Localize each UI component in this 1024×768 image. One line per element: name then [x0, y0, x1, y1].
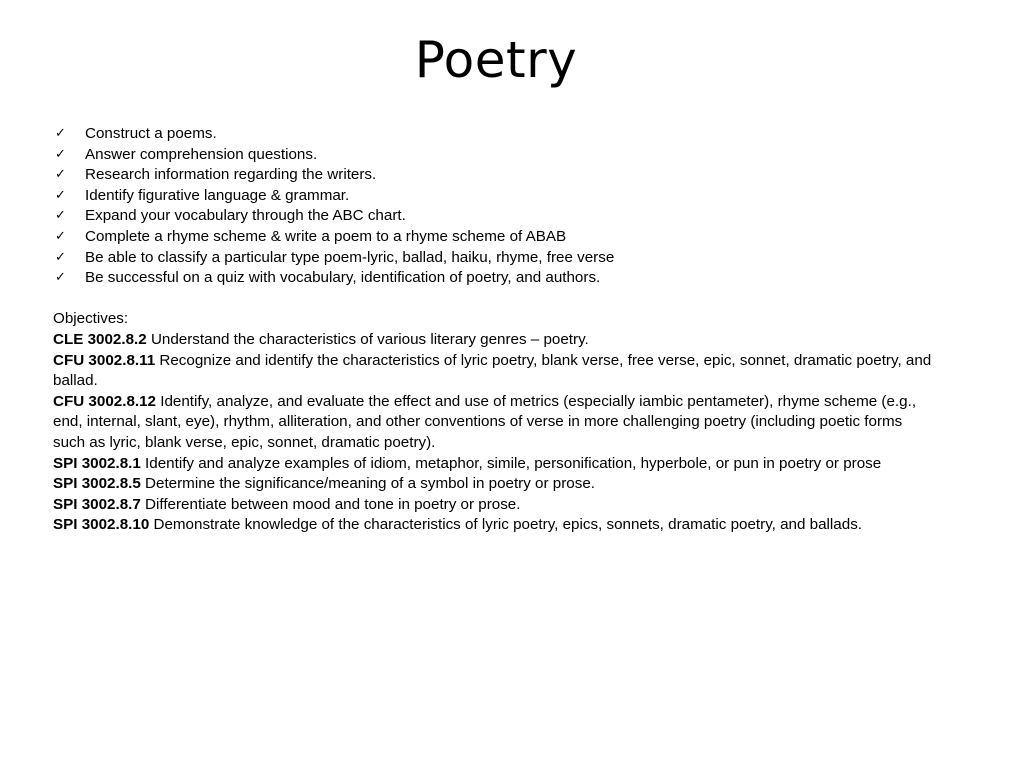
checklist-item-text: Complete a rhyme scheme & write a poem to a rhyme scheme of ABAB [85, 227, 567, 245]
objective-item [53, 351, 933, 392]
checkmark-icon: ✓ [55, 126, 66, 141]
checklist-item [53, 248, 933, 269]
objective-item [53, 330, 933, 351]
checkmark-icon: ✓ [55, 208, 66, 224]
objective-item [53, 515, 933, 536]
checklist-item [53, 145, 933, 166]
checklist-item [53, 206, 933, 227]
objective-item [53, 392, 933, 454]
objective-code: SPI 3002.8.10 [53, 516, 150, 534]
objective-code: CLE 3002.8.2 [53, 330, 147, 348]
spacer [53, 289, 933, 310]
checklist-item-text: Answer comprehension questions. [85, 145, 318, 163]
objective-code: SPI 3002.8.5 [53, 475, 141, 493]
objective-code: SPI 3002.8.1 [53, 454, 141, 472]
objective-text: Differentiate between mood and tone in poetry or prose. [140, 495, 521, 513]
objective-item [53, 495, 933, 516]
checklist-item-text: Be able to classify a particular type poem-lyric, ballad, haiku, rhyme, free verse [85, 248, 615, 266]
objective-code: CFU 3002.8.11 [53, 351, 156, 369]
checklist [53, 124, 933, 289]
checkmark-icon: ✓ [55, 146, 66, 162]
objective-text: Identify, analyze, and evaluate the effect and use of metrics (especially iambic pentameter), rhyme scheme (e.g., end, internal, slant, eye), rhythm, alliteration, and other conventions of verse in more challenging poetry (including poetic forms such as lyric, blank verse, epic, sonnet, dramatic poetry). [53, 392, 917, 451]
objective-text: Identify and analyze examples of idiom, metaphor, simile, personification, hyperbole, or pun in poetry or prose [140, 454, 882, 472]
objective-text: Understand the characteristics of various literary genres – poetry. [146, 330, 589, 348]
checklist-item [53, 268, 933, 289]
checklist-item [53, 165, 933, 186]
objective-code: CFU 3002.8.12 [53, 392, 156, 410]
objectives-section [53, 309, 933, 536]
checklist-item [53, 124, 933, 145]
checkmark-icon: ✓ [55, 187, 66, 203]
checklist-item-text: Expand your vocabulary through the ABC chart. [85, 207, 406, 225]
objective-code: SPI 3002.8.7 [53, 495, 141, 513]
objectives-heading: Objectives: [53, 310, 129, 328]
checkmark-icon: ✓ [55, 228, 66, 244]
objective-text: Recognize and identify the characteristics of lyric poetry, blank verse, free verse, epic, sonnet, dramatic poetry, and ballad. [53, 351, 932, 390]
checklist-item-text: Research information regarding the writers. [85, 166, 377, 184]
slide-title: Poetry [414, 31, 578, 89]
checkmark-icon: ✓ [55, 249, 66, 265]
checklist-item [53, 186, 933, 207]
objective-item [53, 454, 933, 475]
checklist-item-text: Construct a poems. [85, 125, 217, 142]
checklist-item [53, 227, 933, 248]
checklist-item-text: Be successful on a quiz with vocabulary, identification of poetry, and authors. [85, 269, 601, 287]
checkmark-icon: ✓ [55, 167, 66, 183]
checkmark-icon: ✓ [55, 270, 66, 286]
slide-body [53, 124, 933, 536]
objective-item [53, 474, 933, 495]
objective-text: Demonstrate knowledge of the characteristics of lyric poetry, epics, sonnets, dramatic poetry, and ballads. [149, 516, 863, 534]
objective-text: Determine the significance/meaning of a symbol in poetry or prose. [140, 475, 595, 493]
checklist-item-text: Identify figurative language & grammar. [85, 186, 350, 204]
